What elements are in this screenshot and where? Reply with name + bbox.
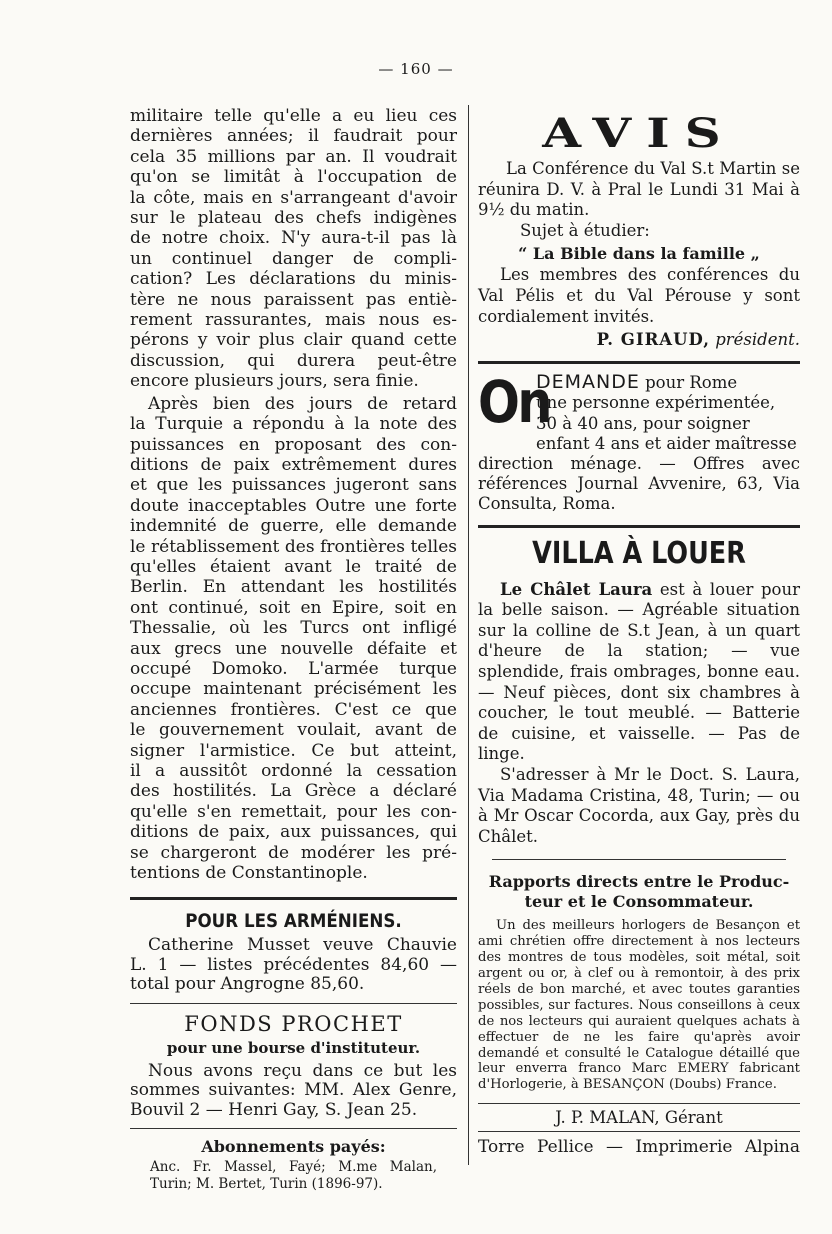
- text-line: total pour Angrogne 85,60.: [130, 974, 365, 995]
- text-line: se chargeront de modérer les pré-: [130, 842, 457, 863]
- text-line: cela 35 millions par an. Il voudrait: [130, 146, 457, 167]
- text-line: Nous avons reçu dans ce but les: [148, 1060, 457, 1081]
- article-turquie: [130, 394, 457, 884]
- avis-bible: “ La Bible dans la famille „: [518, 244, 760, 264]
- demande-word: DEMANDE: [536, 371, 640, 394]
- avis-title: AVIS: [542, 110, 736, 157]
- villa-description: est à louer pour la belle saison. — Agréable situation sur la colline de S.t Jean, à un quart d'heure de la station; — vue splendide, frais ombrages, bonne eau. — Neuf pièces, dont six chambres à coucher, le tout meublé. — Batterie de cuisine, et vaisselle. — Pas de linge.: [478, 579, 800, 764]
- page-number: — 160 —: [378, 60, 454, 78]
- text-line: aux grecs une nouvelle défaite et: [130, 638, 457, 659]
- avis-invite: Les membres des conférences du Val Pélis et du Val Pérouse y sont cordialement invités.: [478, 265, 800, 326]
- avis-signature-role: président.: [715, 330, 800, 350]
- avis-subject: Sujet à étudier:: [520, 220, 650, 240]
- section-divider: [130, 1003, 457, 1004]
- text-line: sommes suivantes: MM. Alex Genre,: [130, 1080, 457, 1101]
- text-line: Après bien des jours de retard: [148, 393, 457, 414]
- text-line: Berlin. En attendant les hostilités: [130, 577, 457, 598]
- section-divider: [492, 859, 786, 860]
- text-line: le gouvernement voulait, avant de: [130, 720, 457, 741]
- text-line: qu'elles étaient avant le traité de: [130, 556, 457, 577]
- demande-line-2: une personne expérimentée,: [536, 393, 776, 413]
- text-line: la Turquie a répondu à la note des: [130, 414, 457, 435]
- villa-chalet-name: Le Châlet Laura: [500, 579, 653, 599]
- text-line: il a aussitôt ordonné la cessation: [130, 761, 457, 781]
- villa-text: [478, 580, 800, 765]
- section-divider: [478, 361, 800, 364]
- demande-rest: direction ménage. — Offres avec références Journal Avvenire, 63, Via Consulta, Roma.: [478, 453, 800, 514]
- text-line: signer l'armistice. Ce but atteint,: [130, 740, 457, 761]
- section-divider: [478, 1103, 800, 1104]
- text-line: sur le plateau des chefs indigènes: [130, 208, 457, 229]
- text-line: ditions de paix, aux puissances, qui: [130, 822, 457, 843]
- gerant: J. P. MALAN, Gérant: [555, 1108, 723, 1128]
- imprimerie: Torre Pellice — Imprimerie Alpina: [478, 1137, 800, 1158]
- text-line: ont continué, soit en Epire, soit en: [130, 597, 457, 618]
- text-line: dernières années; il faudrait pour: [130, 126, 457, 147]
- text-line: militaire telle qu'elle a eu lieu ces: [130, 106, 457, 126]
- text-line: rement rassurantes, mais nous es-: [130, 310, 457, 331]
- text-line: de notre choix. N'y aura-t-il pas là: [130, 228, 457, 249]
- text-line: occupé Domoko. L'armée turque: [130, 658, 457, 679]
- article-continued: [130, 106, 457, 392]
- text-line: Thessalie, où les Turcs ont infligé: [130, 618, 457, 639]
- fonds-title: FONDS PROCHET: [184, 1011, 403, 1036]
- fonds-subtitle: pour une bourse d'instituteur.: [166, 1038, 421, 1057]
- fonds-text: [130, 1062, 457, 1121]
- text-line: discussion, qui durera peut-être: [130, 350, 457, 371]
- text-line: Bouvil 2 — Henri Gay, S. Jean 25.: [130, 1099, 418, 1120]
- text-line: pérons y voir plus clair quand cette: [130, 330, 457, 351]
- armeniens-text: [130, 936, 457, 995]
- demande-on: On: [478, 368, 550, 437]
- rapports-text: Un des meilleurs horlogers de Besançon et ami chrétien offre directement à nos lecteurs des montres de tous modèles, soit métal, soit argent ou or, à clef ou à remontoir, à des prix réels de bon marché, et avec toutes garanties possibles, sur factures. Nous conseillons à ceux de nos lecteurs qui auraient quelques achats à effectuer de ne les faire qu'après avoir demandé et consulté le Catalogue détaillé que leur enverra franco Marc EMERY fabricant d'Horlogerie, à BESANÇON (Doubs) France.: [478, 918, 800, 1093]
- text-line: indemnité de guerre, elle demande: [130, 516, 457, 537]
- text-line: et que les puissances jugeront sans: [130, 475, 457, 496]
- right-column: [478, 106, 800, 1158]
- text-line: des hostilités. La Grèce a déclaré: [130, 781, 457, 802]
- abonnements-text: Anc. Fr. Massel, Fayé; M.me Malan, Turin; M. Bertet, Turin (1896-97).: [150, 1159, 437, 1193]
- text-line: la côte, mais en s'arrangeant d'avoir: [130, 187, 457, 208]
- avis-signature-name: P. GIRAUD,: [596, 330, 710, 350]
- demande-line-4: enfant 4 ans et aider maîtresse: [536, 433, 797, 453]
- section-divider: [130, 1128, 457, 1129]
- text-line: qu'elle s'en remettait, pour les con-: [130, 801, 457, 822]
- left-column: [130, 106, 457, 1193]
- text-line: un continuel danger de compli-: [130, 248, 457, 269]
- text-line: L. 1 — listes précédentes 84,60 —: [130, 954, 457, 975]
- abonnements-title: Abonnements payés:: [201, 1137, 386, 1157]
- avis-text: La Conférence du Val S.t Martin se réunira D. V. à Pral le Lundi 31 Mai à 9½ du matin.: [478, 159, 800, 220]
- text-line: encore plusieurs jours, sera finie.: [130, 371, 419, 392]
- rapports-title-line-2: teur et le Consommateur.: [524, 892, 754, 912]
- text-line: tère ne nous paraissent pas entiè-: [130, 289, 457, 310]
- text-line: le rétablissement des frontières telles: [130, 536, 457, 557]
- rapports-title: [478, 872, 800, 912]
- demande-line-3: 30 à 40 ans, pour soigner: [536, 413, 750, 433]
- text-line: ditions de paix extrêmement dures: [130, 454, 457, 475]
- demande-line-1-rest: pour Rome: [645, 373, 738, 393]
- avis-signature: [478, 329, 800, 351]
- text-line: tentions de Constantinople.: [130, 863, 368, 884]
- text-line: anciennes frontières. C'est ce que: [130, 699, 457, 720]
- villa-address: S'adresser à Mr le Doct. S. Laura, Via Madama Cristina, 48, Turin; — ou à Mr Oscar Cocorda, aux Gay, près du Châlet.: [478, 764, 800, 846]
- column-divider: [468, 105, 469, 1165]
- section-divider: [478, 525, 800, 528]
- text-line: occupe maintenant précisément les: [130, 679, 457, 700]
- section-divider: [130, 897, 457, 900]
- text-line: Catherine Musset veuve Chauvie: [148, 935, 457, 956]
- text-line: cation? Les déclarations du minis-: [130, 269, 457, 290]
- rapports-title-line-1: Rapports directs entre le Produc-: [488, 872, 790, 892]
- demande-ad: [478, 368, 800, 514]
- villa-title: VILLA À LOUER: [532, 535, 746, 571]
- text-line: doute inacceptables Outre une forte: [130, 495, 457, 516]
- section-divider: [478, 1131, 800, 1132]
- text-line: puissances en proposant des con-: [130, 434, 457, 455]
- armeniens-title: POUR LES ARMÉNIENS.: [185, 910, 402, 933]
- text-line: qu'on se limitât à l'occupation de: [130, 167, 457, 188]
